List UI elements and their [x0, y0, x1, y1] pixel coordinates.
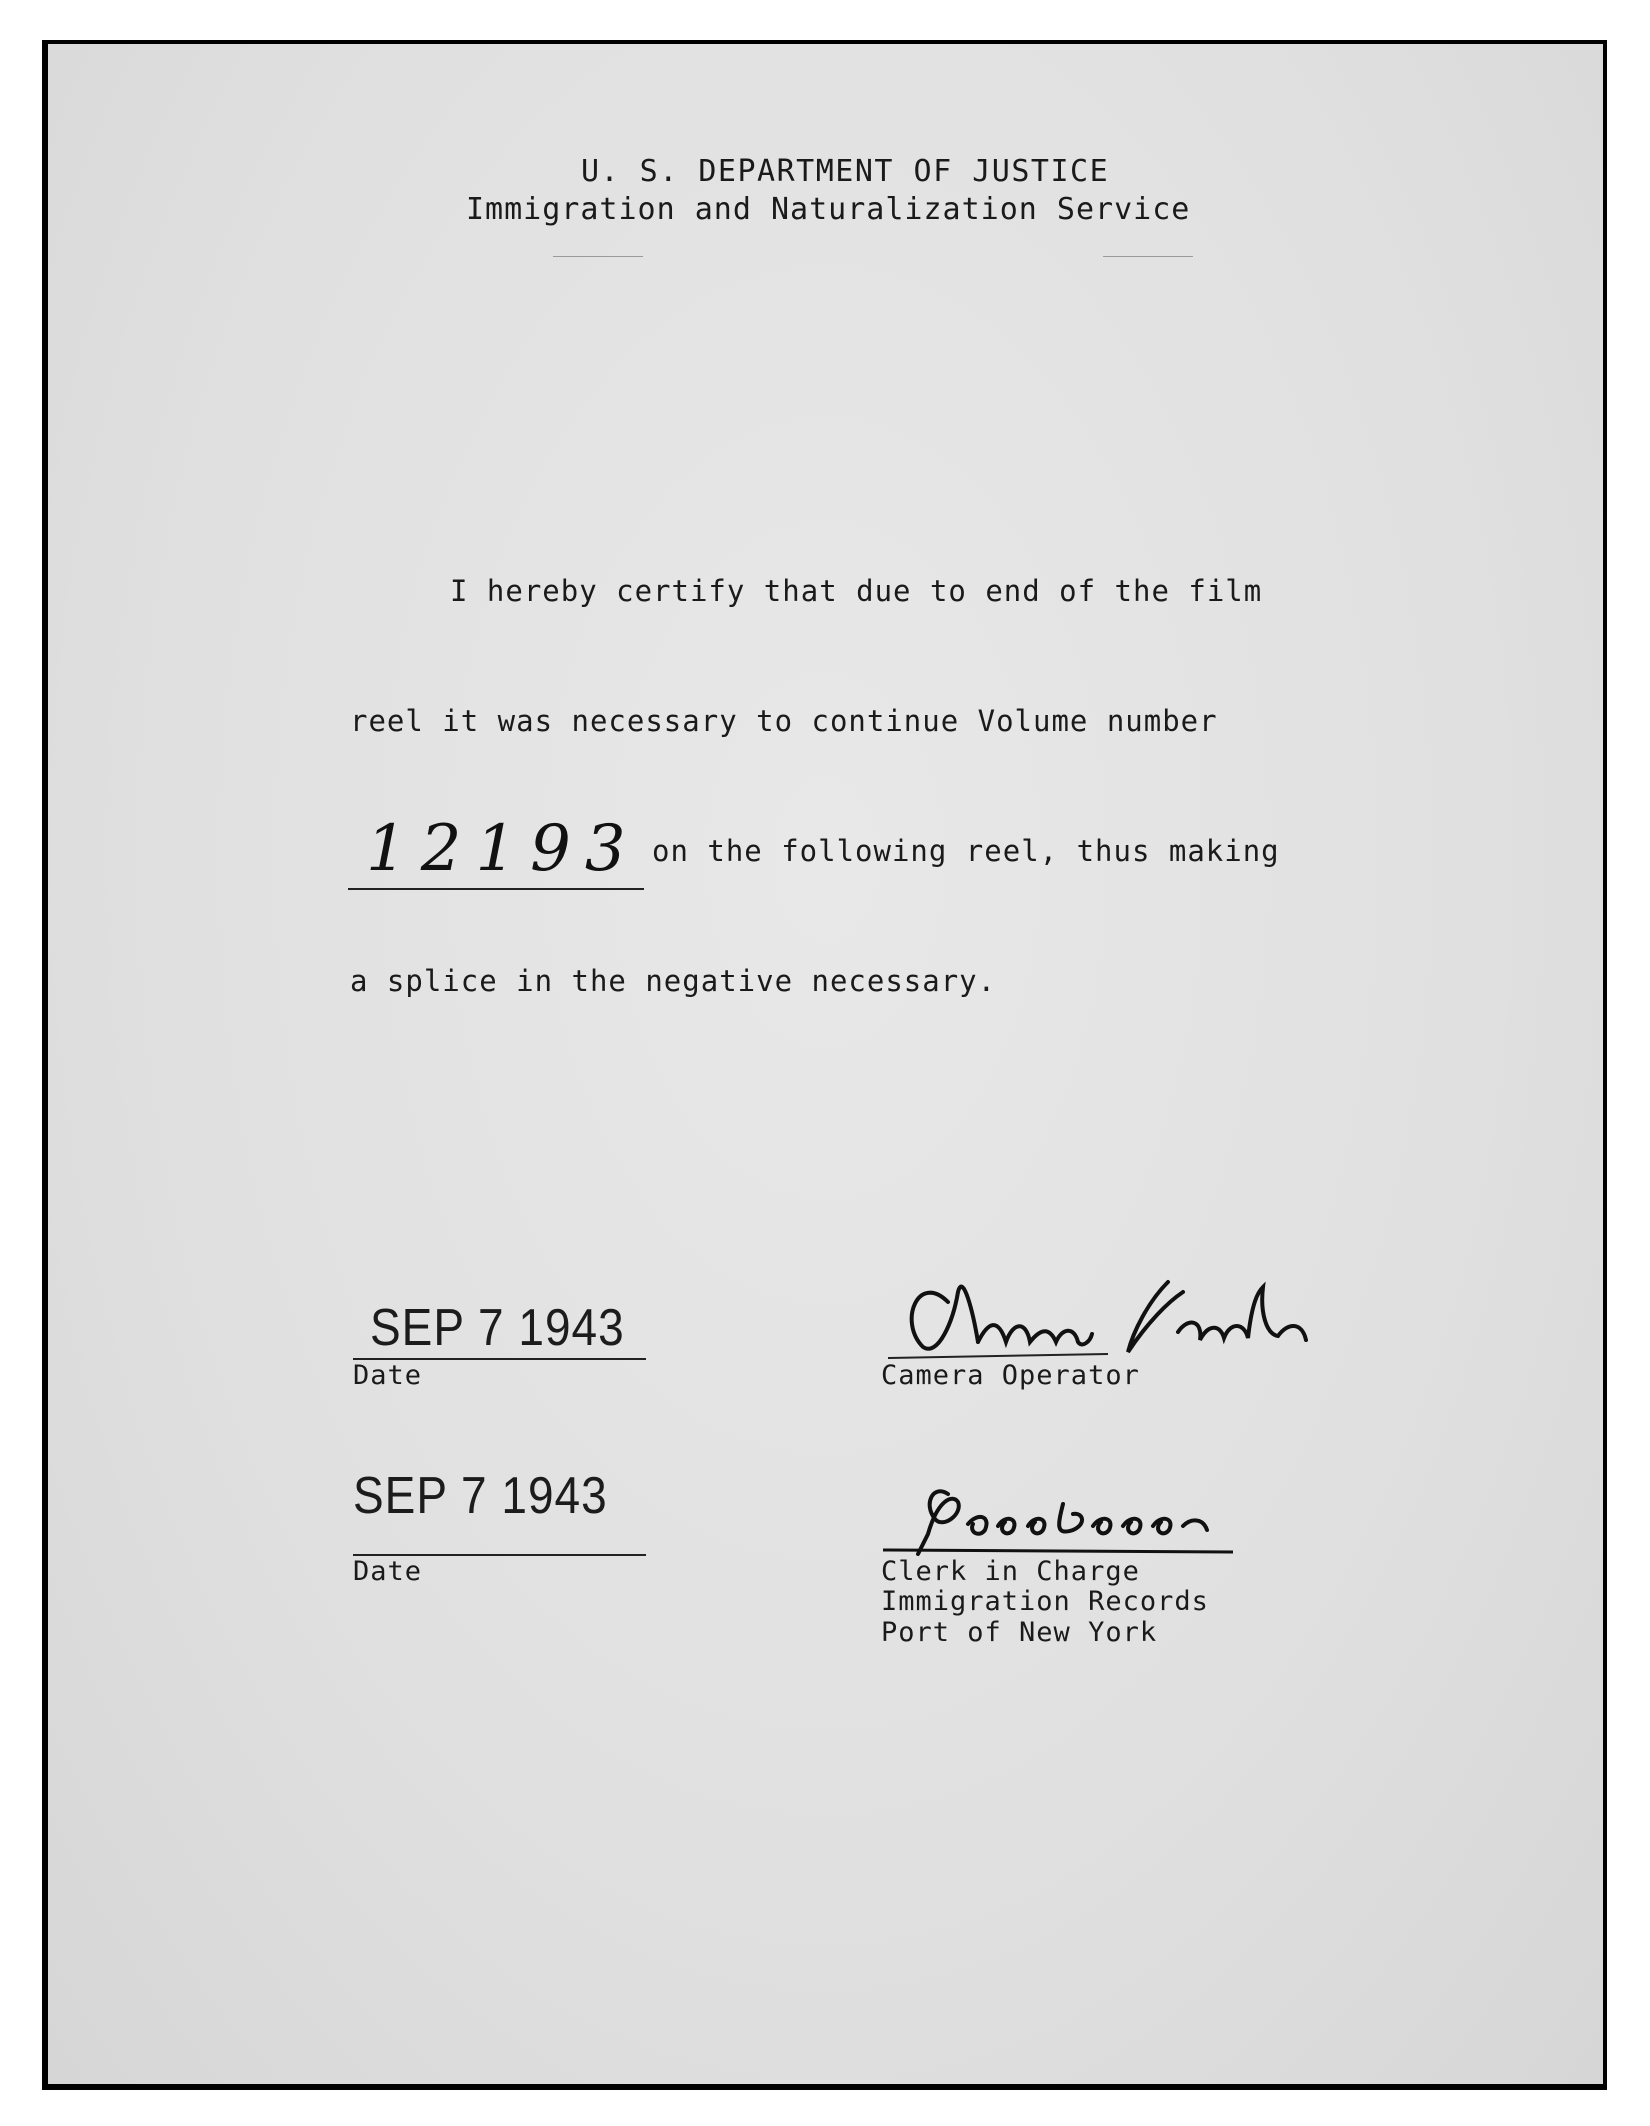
service-heading: Immigration and Naturalization Service: [466, 192, 1191, 227]
camera-operator-signature: [878, 1262, 1438, 1362]
document-border: [42, 40, 1607, 2090]
date-stamp-2: SEP 7 1943: [353, 1465, 608, 1525]
volume-number-handwritten: 12193: [366, 812, 640, 886]
date-label-1: Date: [353, 1360, 423, 1391]
camera-operator-label: Camera Operator: [881, 1360, 1140, 1391]
date-stamp-1: SEP 7 1943: [370, 1297, 625, 1357]
clerk-title-line-3: Port of New York: [881, 1617, 1158, 1648]
clerk-title-line-2: Immigration Records: [881, 1586, 1209, 1617]
agency-heading: U. S. DEPARTMENT OF JUSTICE: [581, 154, 1110, 189]
heading-rule-left: [553, 256, 643, 257]
heading-rule-right: [1103, 256, 1193, 257]
document-page: [48, 44, 1603, 2084]
date-label-2: Date: [353, 1556, 423, 1587]
certification-line-4: a splice in the negative necessary.: [350, 964, 997, 998]
certification-line-1: I hereby certify that due to end of the film: [450, 574, 1263, 608]
clerk-signature: [873, 1464, 1433, 1564]
clerk-title-line-1: Clerk in Charge: [881, 1556, 1140, 1587]
volume-number-blank-line: [348, 888, 644, 890]
certification-line-2: reel it was necessary to continue Volume number: [350, 704, 1218, 738]
certification-line-3: on the following reel, thus making: [652, 834, 1280, 868]
